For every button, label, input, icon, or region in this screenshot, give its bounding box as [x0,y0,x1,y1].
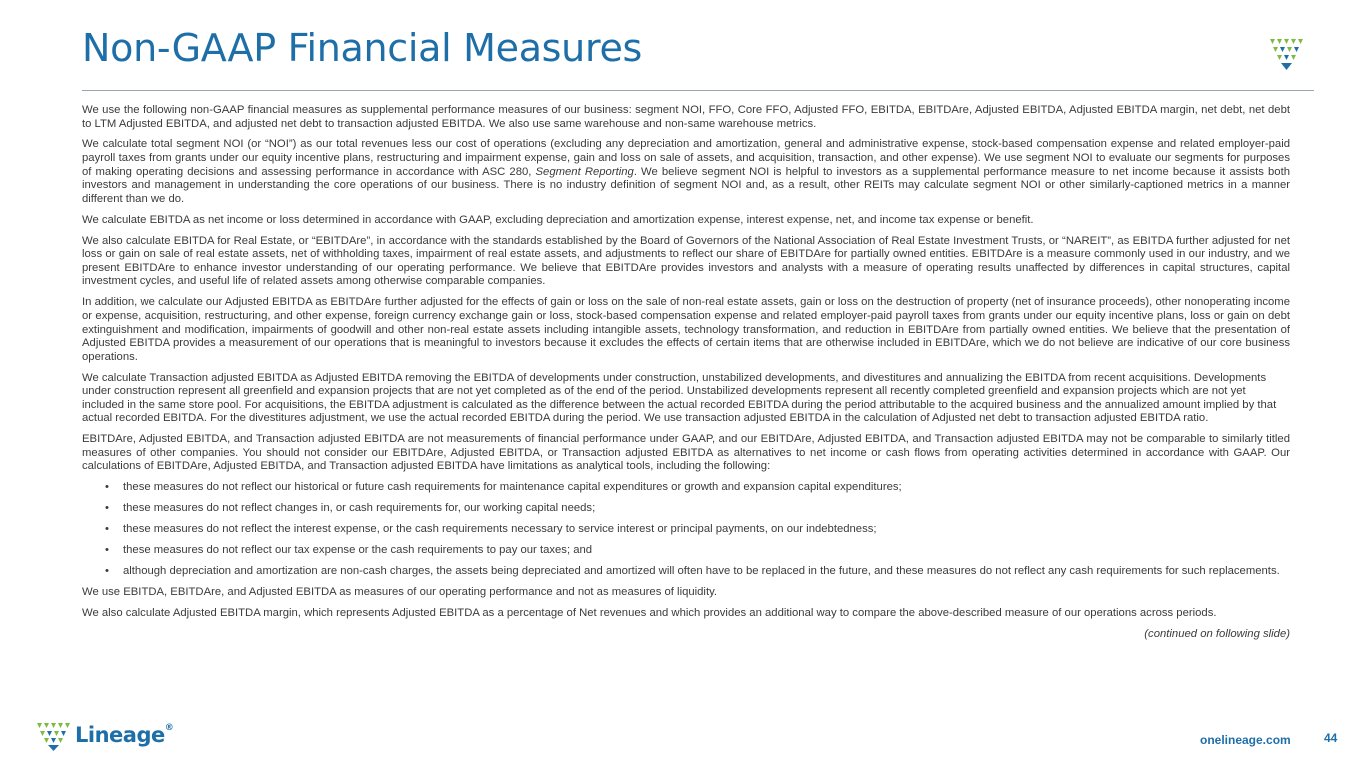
title-divider [82,90,1314,91]
bullet-glyph: • [105,544,109,556]
segment-noi-text-part1: We calculate total segment NOI (or “NOI”) as our total revenues less our cost of operations (excluding any depreciation and amortization, general and administrative expense, stock-based compensation expense and related employer-paid payroll taxes from grants under our equity incentive plans, restructuring and impairment expense, gain and loss on sale of assets, and acquisition, transaction, and other expense). We use segment NOI to evaluate our segments for purposes of making operating decisions and assessing performance in accordance with ASC 280, [82,138,1290,178]
list-item-text: these measures do not reflect our tax expense or the cash requirements to pay our taxes; and [123,544,593,556]
list-item-text: these measures do not reflect the interest expense, or the cash requirements necessary to service interest or principal payments, on our indebtedness; [123,523,877,536]
website-link[interactable]: onelineage.com [1200,733,1291,747]
list-item [82,502,1290,516]
limitations-list [82,481,1290,578]
registered-mark: ® [164,723,174,733]
segment-reporting-italic: Segment Reporting [535,165,634,178]
bullet-glyph: • [105,564,109,577]
list-item-text: although depreciation and amortization are non-cash charges, the assets being depreciated and amortized will often have to be replaced in the future, and these measures do not reflect any cash requirements for such replacements. [123,564,1280,577]
bullet-glyph: • [105,523,109,536]
paragraph-adjusted-ebitda: In addition, we calculate our Adjusted EBITDA as EBITDAre further adjusted for the effects of gain or loss on the sale of non-real estate assets, gain or loss on the destruction of property (net of insurance proceeds), other nonoperating income or expense, acquisition, restructuring, and other expense, foreign currency exchange gain or loss, stock-based compensation expense and related employer-paid payroll taxes from grants under our equity incentive plans, loss or gain on debt extinguishment and modification, impairments of goodwill and other non-real estate assets including intangible assets, technology transformation, and reduction in EBITDAre from partially owned entities. We believe that the presentation of Adjusted EBITDA provides a measurement of our operations that is meaningful to investors because it excludes the effects of certain items that are otherwise included in EBITDAre, which we do not believe are indicative of our core business operations. [82,296,1290,363]
list-item [82,565,1290,579]
paragraph-ebitdare: We also calculate EBITDA for Real Estate, or “EBITDAre”, in accordance with the standards established by the Board of Governors of the National Association of Real Estate Investment Trusts, or “NAREIT”, as EBITDA further adjusted for net loss or gain on sale of real estate assets, net of withholding taxes, impairment of real estate assets, and adjustments to reflect our share of EBITDAre for partially owned entities. EBITDAre is a measure commonly used in our industry, and we present EBITDAre to enhance investor understanding of our operating performance. We believe that EBITDAre provides investors and analysts with a measure of operating results unaffected by differences in capital structures, capital investment cycles, and useful life of related assets among otherwise comparable companies. [82,234,1290,288]
slide-body [82,104,1290,641]
bullet-glyph: • [105,481,109,494]
list-item [82,523,1290,537]
paragraph-ebitda-margin: We also calculate Adjusted EBITDA margin, which represents Adjusted EBITDA as a percentage of Net revenues and which provides an additional way to compare the above-described measure of our operations across periods. [82,606,1217,619]
paragraph-transaction-adjusted-ebitda: We calculate Transaction adjusted EBITDA as Adjusted EBITDA removing the EBITDA of developments under construction, unstabilized developments, and divestitures and annualizing the EBITDA from recent acquisitions. Developments under construction represent all greenfield and expansion projects that are not yet completed as of the end of the period. Unstabilized developments represent all recently completed greenfield and expansion projects which are not yet included in the same store pool. For acquisitions, the EBITDA adjustment is calculated as the difference between the actual recorded EBITDA during the period attributable to the acquired business and the annualized amount implied by that actual recorded EBITDA. For the divestitures adjustment, we use the actual recorded EBITDA during the period. We use transaction adjusted EBITDA in the calculation of Adjusted net debt to transaction adjusted EBITDA ratio. [82,371,1277,425]
continued-note: (continued on following slide) [1144,627,1290,640]
page-number: 44 [1324,731,1338,745]
lineage-shield-icon [1268,37,1304,71]
brand-wordmark [75,723,173,747]
slide-title: Non-GAAP Financial Measures [82,26,643,70]
paragraph-non-gaap-intro: We use the following non-GAAP financial measures as supplemental performance measures of our business: segment NOI, FFO, Core FFO, Adjusted FFO, EBITDA, EBITDAre, Adjusted EBITDA, Adjusted EBITDA margin, net debt, net debt to LTM Adjusted EBITDA, and adjusted net debt to transaction adjusted EBITDA. We also use same warehouse and non-same warehouse metrics. [82,104,1290,130]
paragraph-segment-noi [82,138,1290,206]
list-item-text: these measures do not reflect our historical or future cash requirements for maintenance capital expenditures or growth and expansion capital expenditures; [123,481,902,494]
lineage-logo-icon [36,722,70,752]
paragraph-ebitda: We calculate EBITDA as net income or loss determined in accordance with GAAP, excluding depreciation and amortization expense, interest expense, net, and income tax expense or benefit. [82,213,1034,226]
bullet-glyph: • [105,502,109,515]
brand-name: Lineage [75,723,165,747]
segment-noi-text-part2: . We believe segment NOI is helpful to investors as a supplemental performance measure to net income because it assists both investors and management in understanding the core operations of our business. There is no industry definition of segment NOI and, as a result, other REITs may calculate segment NOI or other similarly-captioned metrics in a manner different than we do. [82,165,1290,205]
list-item [82,481,1290,495]
paragraph-limitations: EBITDAre, Adjusted EBITDA, and Transaction adjusted EBITDA are not measurements of financial performance under GAAP, and our EBITDAre, Adjusted EBITDA, and Transaction adjusted EBITDA may not be comparable to similarly titled measures of other companies. You should not consider our EBITDAre, Adjusted EBITDA, or Transaction adjusted EBITDA as alternatives to net income or cash flows from operating activities determined in accordance with GAAP. Our calculations of EBITDAre, Adjusted EBITDA, and Transaction adjusted EBITDA have limitations as analytical tools, including the following: [82,433,1290,473]
paragraph-liquidity: We use EBITDA, EBITDAre, and Adjusted EBITDA as measures of our operating performance and not as measures of liquidity. [82,585,718,598]
list-item-text: these measures do not reflect changes in, or cash requirements for, our working capital needs; [123,502,596,515]
list-item [82,544,1290,558]
